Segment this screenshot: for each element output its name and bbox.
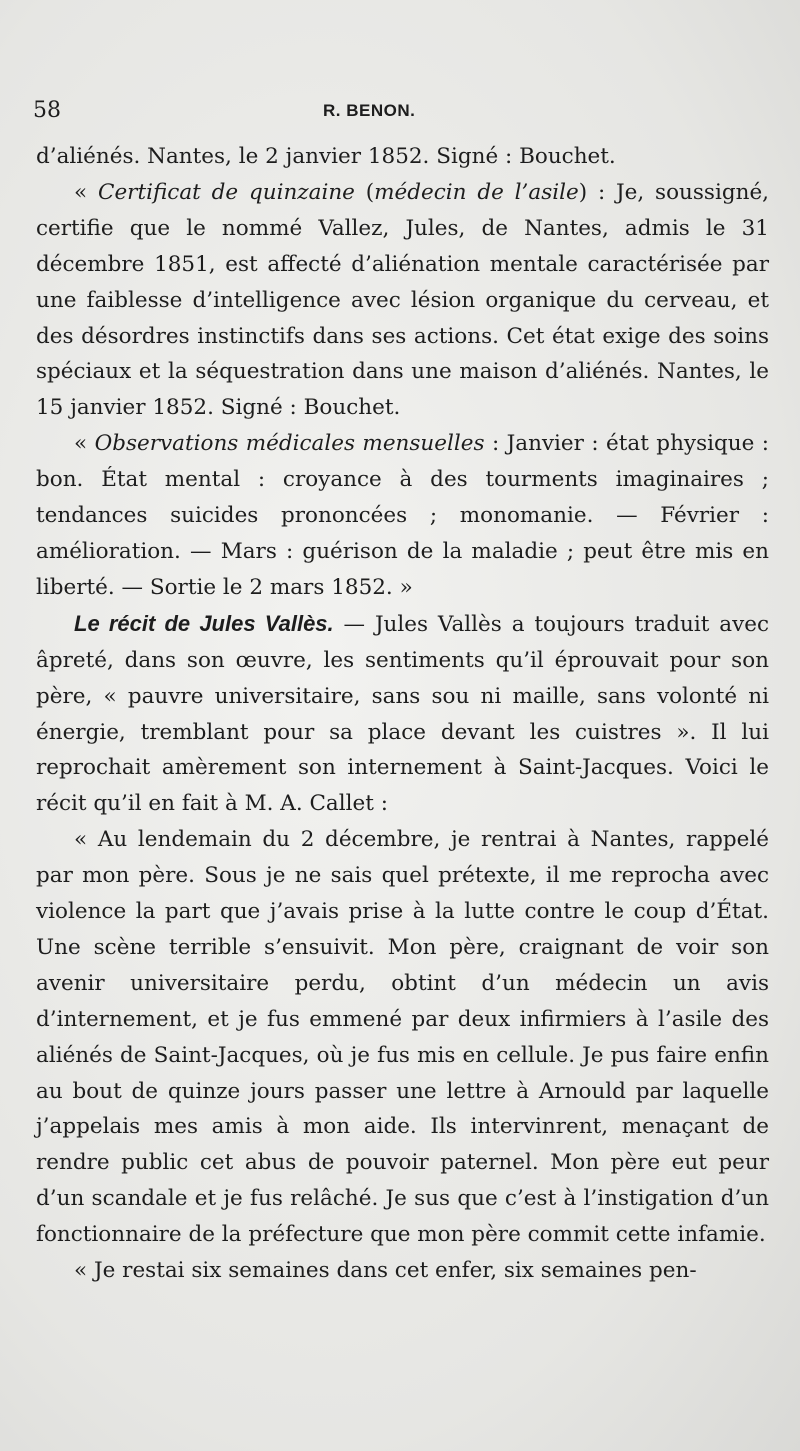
paren-open: ( <box>354 179 375 205</box>
paragraph-text: — Jules Vallès a toujours traduit avec âpreté, dans son œuvre, les sentiments qu’il éprouvait pour son père, « pauvre universitaire, sans sou ni maille, sans volonté ni énergie, tremblant pour sa place devant les cuistres ». Il lui reprochait amèrement son internement à Saint-Jacques. Voici le récit qu’il en fait à M. A. Callet : <box>36 611 769 817</box>
section-heading: Le récit de Jules Vallès. <box>74 610 334 636</box>
paragraph-quotation <box>36 822 769 1253</box>
paragraph-text: « Je restai six semaines dans cet enfer, six semaines pen- <box>74 1258 697 1284</box>
running-head: R. BENON. <box>323 101 416 120</box>
paragraph-text: « Au lendemain du 2 décembre, je rentrai à Nantes, rappelé par mon père. Sous je ne sais quel prétexte, il me reprocha avec violence la part que j’avais prise à la lutte contre le coup d’État. Une scène terrible s’ensuivit. Mon père, craignant de voir son avenir universitaire perdu, obtint d’un médecin un avis d’internement, et je fus emmené par deux infirmiers à l’asile des aliénés de Saint-Jacques, où je fus mis en cellule. Je pus faire enfin au bout de quinze jours passer une lettre à Arnould par laquelle j’appelais mes amis à mon aide. Ils intervinrent, menaçant de rendre public cet abus de pouvoir paternel. Mon père eut peur d’un scandale et je fus relâché. Je sus que c’est à l’instigation d’un fonctionnaire de la préfecture que mon père commit cette infamie. <box>36 827 769 1248</box>
paragraph-heading: Certificat de quinzaine <box>98 179 355 205</box>
paragraph-observations <box>36 426 769 606</box>
paragraph-recit <box>36 606 769 822</box>
open-quote: « <box>74 179 98 205</box>
paragraph-continuation <box>36 139 769 175</box>
paragraph-text: d’aliénés. Nantes, le 2 janvier 1852. Signé : Bouchet. <box>36 144 616 169</box>
paragraph-text: : Janvier : état physique : bon. État mental : croyance à des tourments imaginaires ; tendances suicides prononcées ; monomanie. — Février : amélioration. — Mars : guérison de la maladie ; peut être mis en liberté. — Sortie le 2 mars 1852. » <box>36 431 769 600</box>
paren-close: ) : <box>578 179 606 205</box>
page-number: 58 <box>33 98 61 123</box>
page-header <box>0 98 800 134</box>
paragraph-certificat <box>36 175 769 426</box>
paragraph-last <box>36 1253 769 1289</box>
paragraph-text: Je, soussigné, certifie que le nommé Vallez, Jules, de Nantes, admis le 31 décembre 1851, est affecté d’aliénation mentale caractérisée par une faiblesse d’intelligence avec lésion organique du cerveau, et des désordres instinctifs dans ses actions. Cet état exige des soins spéciaux et la séquestration dans une maison d’aliénés. Nantes, le 15 janvier 1852. Signé : Bouchet. <box>36 179 769 421</box>
paragraph-heading: Observations médicales mensuelles <box>94 431 485 457</box>
paragraph-subheading: médecin de l’asile <box>374 179 579 205</box>
page-body <box>36 139 769 1289</box>
open-quote: « <box>74 431 95 457</box>
